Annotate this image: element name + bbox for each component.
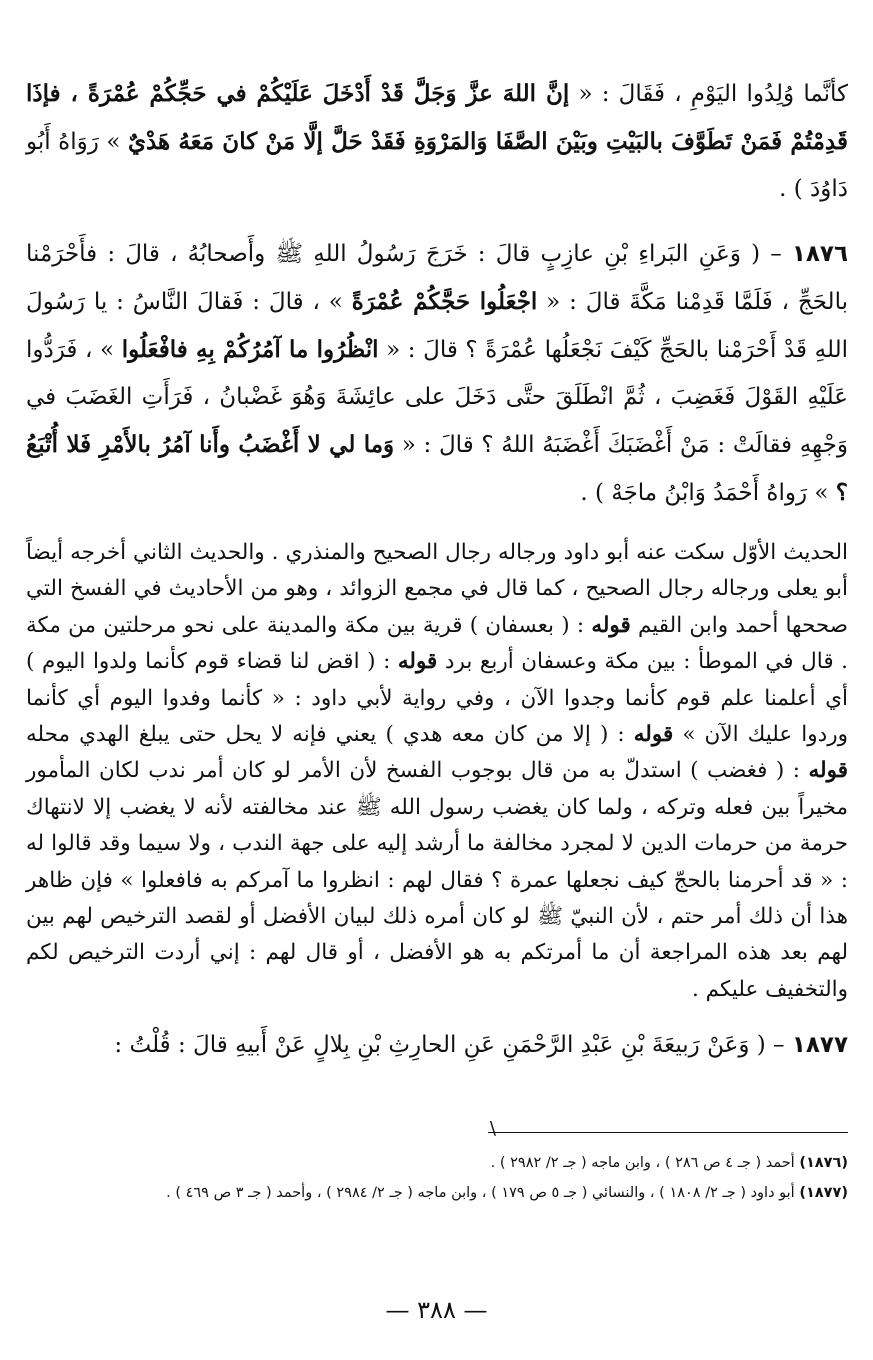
footnote-text: أبو داود ( جـ ٢/ ١٨٠٨ ) ، والنسائي ( جـ ٥ ص ١٧٩ ) ، وابن ماجه ( جـ ٢/ ٢٩٨٤ ) ، وأحمد ( جـ ٣ ص ٤٦٩ ) .: [166, 1185, 800, 1201]
hadith-text: كأنَّما وُلِدُوا اليَوْمِ ، فَقَالَ : «: [569, 81, 849, 107]
footnote-mark: \: [489, 1118, 496, 1139]
commentary-text: : ( بعسفان ) قرية بين مكة والمدينة على نحو مرحلتين من مكة . قال في الموطأ : بين مكة وعسفان أربع برد: [26, 612, 848, 675]
qawluhu-keyword: قوله: [591, 612, 631, 638]
hadith-text: » ، قالَ : فَقالَ النَّاسُ : يا رَسُولَ اللهِ قَدْ أَحْرَمْنا بالحَجِّ كَيْفَ نَجْعَلُها عُمْرَةً ؟ قالَ : «: [26, 289, 848, 363]
hadith-number: ١٨٧٦: [791, 241, 848, 267]
hadith-text: » رَوَاهُ أَبُو دَاوُدَ ) .: [26, 129, 848, 202]
prophetic-quote: وَما لي لا أَغْضَبُ وأَنا آمُرُ بالأَمْرِ فَلا أُتْبَعُ ؟: [26, 431, 848, 506]
separator-line: [488, 1132, 848, 1133]
hadith-1876: [26, 231, 848, 517]
qawluhu-keyword: قوله: [397, 649, 438, 675]
commentary-text: الحديث الأوّل سكت عنه أبو داود ورجاله رجال الصحيح والمنذري . والحديث الثاني أخرجه أيضاً أبو يعلى ورجاله رجال الصحيح ، كما قال في مجمع الزوائد ، وهو من الأحاديث في الفسخ التي صححها أحمد وابن القيم: [26, 540, 848, 638]
footnote-ref: (١٨٧٦): [799, 1155, 848, 1171]
qawluhu-keyword: قوله: [633, 722, 674, 748]
commentary-text: : ( اقض لنا قضاء قوم كأنما ولدوا اليوم ) أي أعلمنا علم قوم كأنما وجدوا الآن ، وفي رواية لأبي داود : « كأنما وفدوا اليوم أي كأنما وردوا عليك الآن »: [26, 649, 848, 748]
footnote-1877: [26, 1178, 848, 1208]
qawluhu-keyword: قوله: [808, 758, 848, 784]
commentary-text: : ( إلا من كان معه هدي ) يعني فإنه لا يحل حتى يبلغ الهدي محله: [26, 722, 634, 748]
prophetic-quote: إنَّ اللهَ عزَّ وَجَلَّ قَدْ أَدْخَلَ عَلَيْكُمْ في حَجِّكُمْ عُمْرَةً ، فإذَا قَدِمْتُمْ فَمَنْ تَطَوَّفَ بالبَيْتِ وبَيْنَ الصَّفَا وَالمَرْوَةِ فَقَدْ حَلَّ إلَّا مَنْ كانَ مَعَهُ هَدْيٌ: [26, 80, 848, 155]
prophetic-quote: اجْعَلُوا حَجَّكُمْ عُمْرَةً: [351, 288, 538, 315]
hadith-1877: [26, 1022, 848, 1069]
commentary: [26, 535, 848, 1008]
hadith-continuation: [26, 70, 848, 213]
hadith-text: » ، فَرَدُّوا عَلَيْهِ القَوْلَ فَغَضِبَ ، ثُمَّ انْطَلَقَ حتَّى دَخَلَ على عائِشَةَ وَهُوَ غَضْبانُ ، فَرَأَتِ الغَضَبَ في وَجْهِهِ فقالَتْ : مَنْ أَغْضَبَكَ أَغْضَبَهُ اللهُ ؟ قالَ : «: [26, 337, 848, 458]
footnote-ref: (١٨٧٧): [799, 1185, 848, 1201]
footnote-1876: [26, 1148, 848, 1178]
footnote-separator: [26, 1118, 848, 1144]
page-number: — ٣٨٨ —: [385, 1296, 488, 1324]
hadith-text: – ( وَعَنْ رَبيعَةَ بْنِ عَبْدِ الرَّحْمَنِ عَنِ الحارِثِ بْنِ بِلالٍ عَنْ أَبيهِ قالَ : قُلْتُ :: [114, 1032, 792, 1059]
prophetic-quote: انْظُرُوا ما آمُرُكُمْ بِهِ فافْعَلُوا: [121, 336, 379, 363]
page-body: [26, 70, 848, 1069]
hadith-text: » رَواهُ أَحْمَدُ وَابْنُ ماجَهْ ) .: [580, 480, 836, 506]
footnote-text: أحمد ( جـ ٤ ص ٢٨٦ ) ، وابن ماجه ( جـ ٢/ ٢٩٨٢ ) .: [490, 1155, 800, 1171]
hadith-number: ١٨٧٧: [791, 1032, 848, 1059]
hadith-text: – ( وَعَنِ البَراءِ بْنِ عازِبٍ قالَ : خَرَجَ رَسُولُ اللهِ ﷺ وأَصحابُهُ ، قالَ : فأَحْرَمْنا بالحَجِّ ، فَلَمَّا قَدِمْنا مَكَّةَ قالَ : «: [26, 241, 848, 315]
footnotes: [26, 1148, 848, 1208]
commentary-text: : ( فغضب ) استدلّ به من قال بوجوب الفسخ لأن الأمر لو كان أمر ندب لكان المأمور مخيراً بين فعله وتركه ، ولما كان يغضب رسول الله ﷺ عند مخالفته لأنه لا يغضب إلا لانتهاك حرمة من حرمات الدين لا لمجرد مخالفة ما أرشد إليه على جهة الندب ، ولا سيما وقد قالوا له : « قد أحرمنا بالحجّ كيف نجعلها عمرة ؟ فقال لهم : انظروا ما آمركم به فافعلوا » فإن ظاهر هذا أن ذلك أمر حتم ، لأن النبيّ ﷺ لو كان أمره ذلك لبيان الأفضل أو لقصد الترخيص لهم بين لهم بعد هذه المراجعة أن ما أمرتكم به هو الأفضل ، أو قال لهم : إني أردت الترخيص لكم والتخفيف عليكم .: [26, 758, 848, 1002]
